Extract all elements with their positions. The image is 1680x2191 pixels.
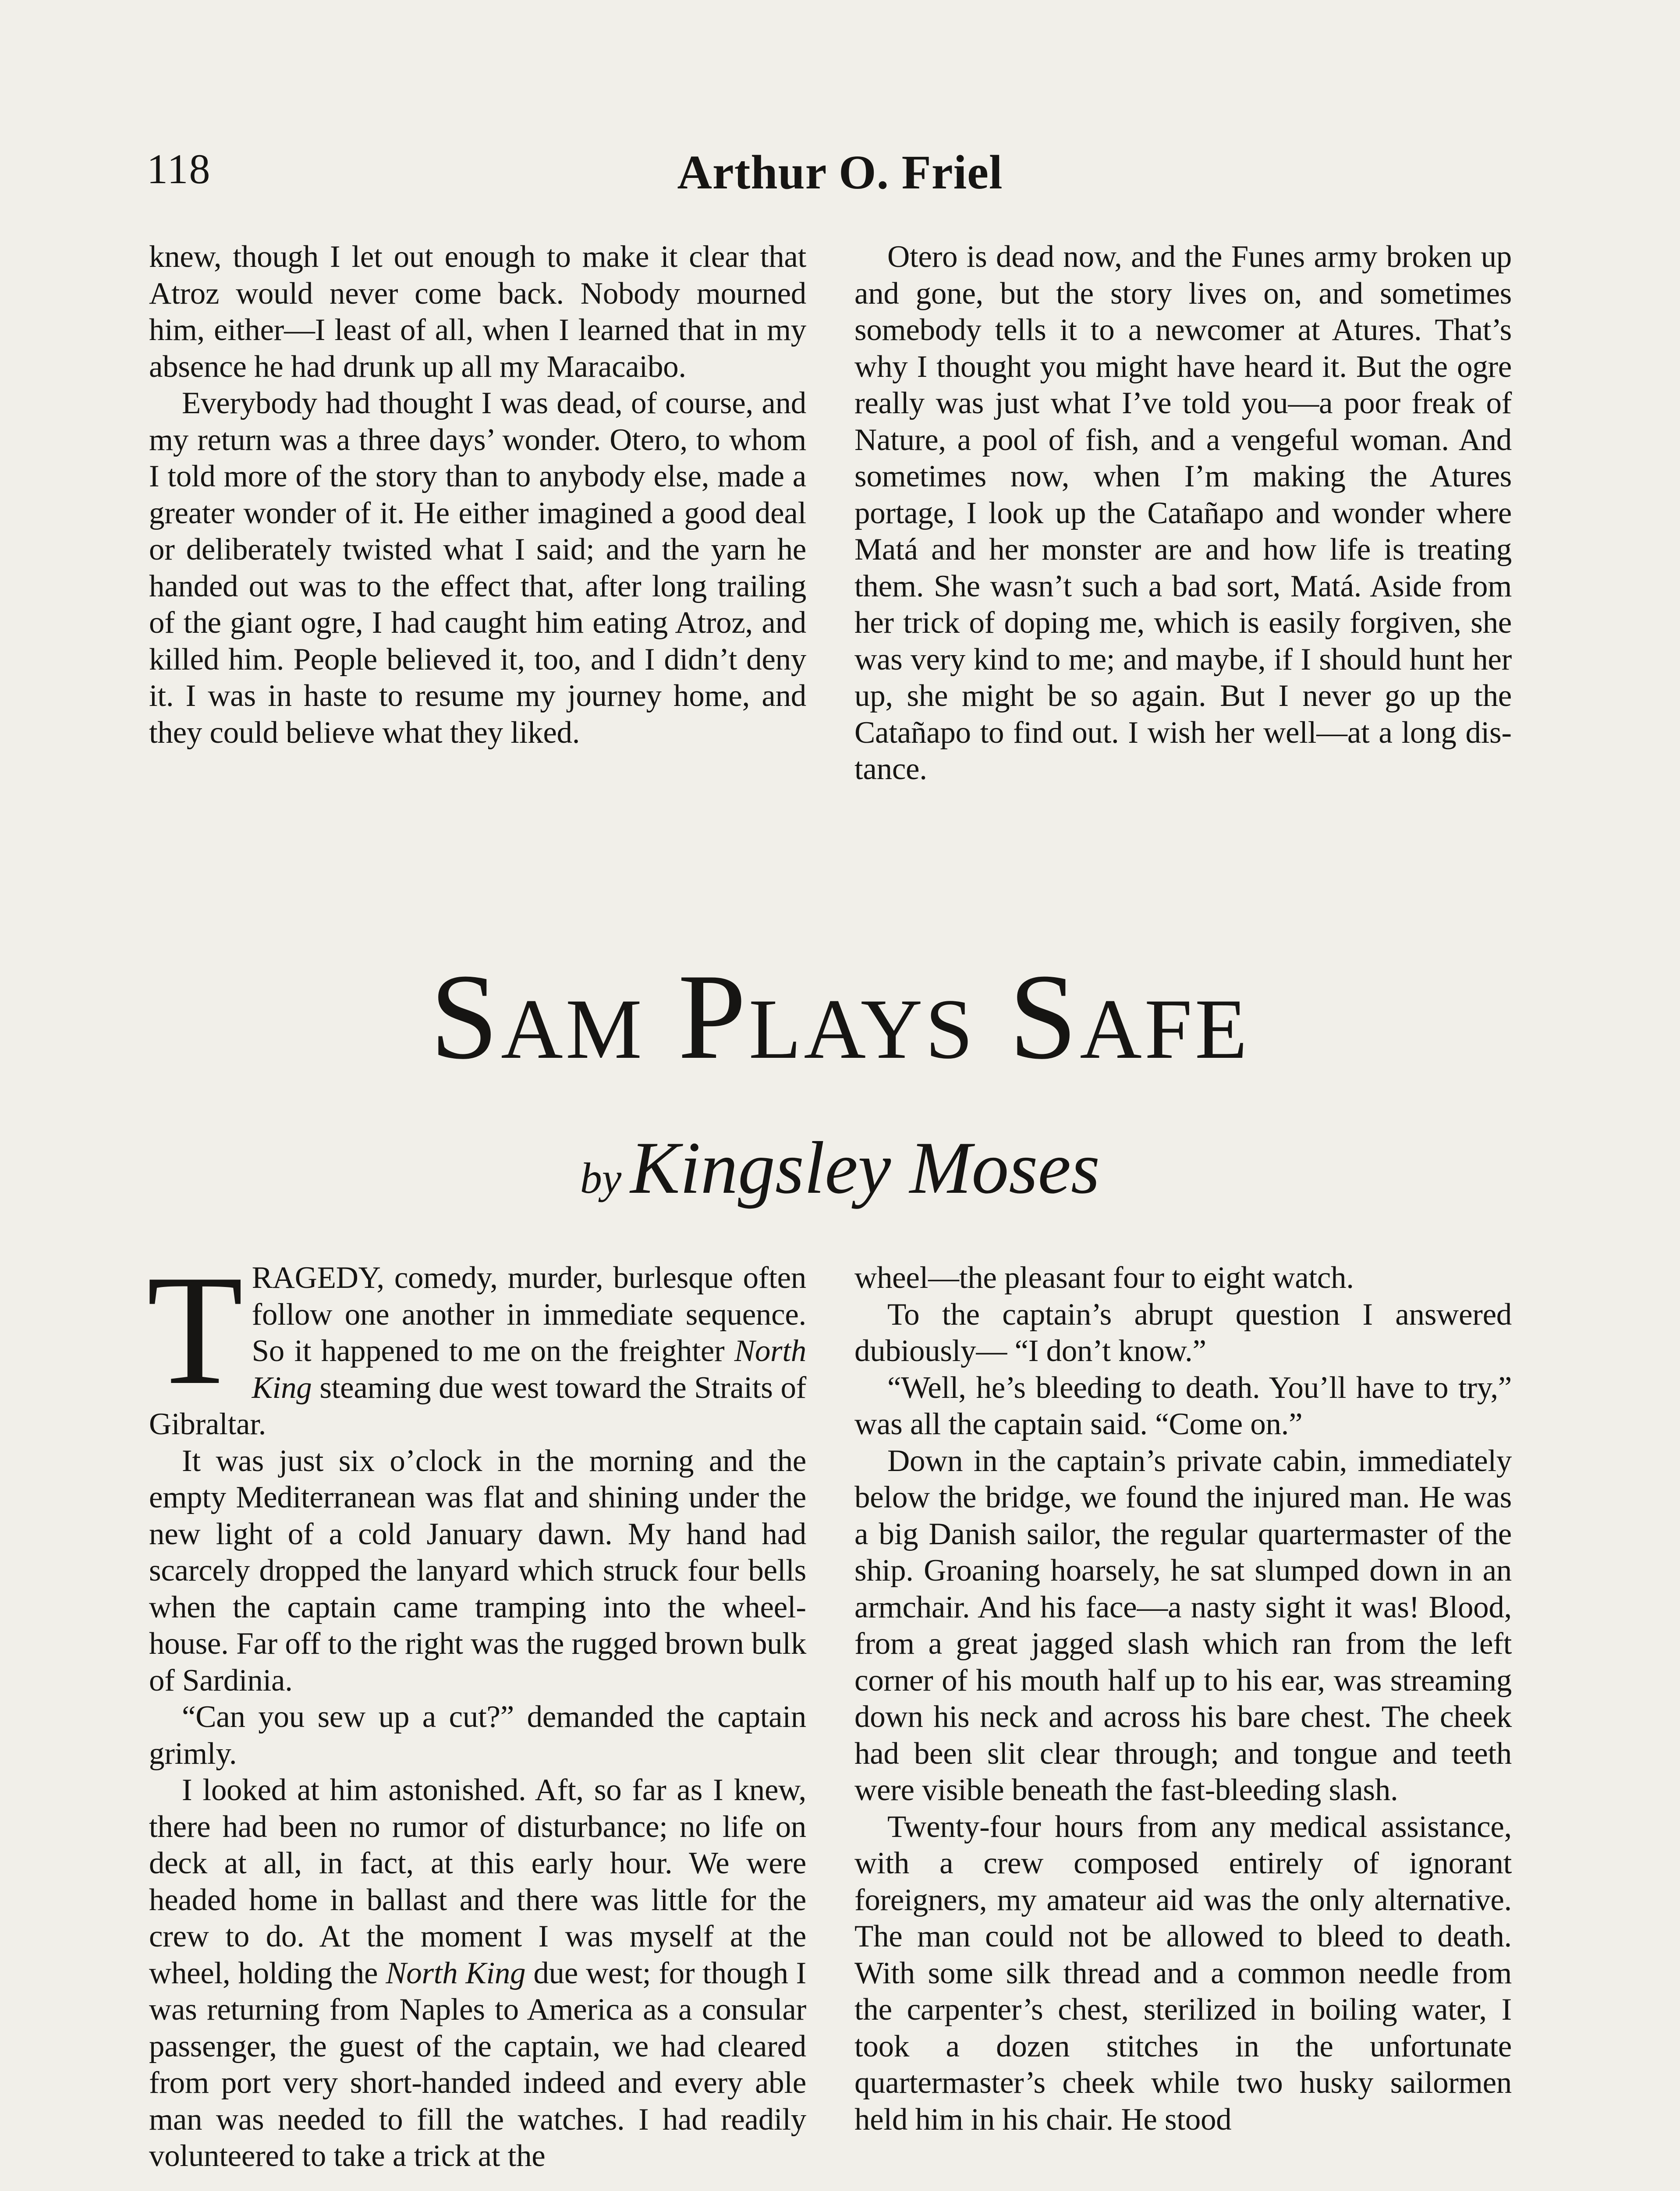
paragraph: “Well, he’s bleeding to death. You’ll have to try,” was all the captain said. “Come on.” bbox=[854, 1370, 1512, 1441]
story-columns bbox=[147, 1242, 1512, 2175]
previous-story-right-column bbox=[854, 239, 1512, 788]
previous-story-columns bbox=[149, 239, 1512, 788]
paragraph: Down in the captain’s private cabin, immediately below the bridge, we found the injured man. He was a big Danish sailor, the regular quartermaster of the ship. Groaning hoarsely, he sat slumped down in an armchair. And his face—a nasty sight it was! Blood, from a great jagged slash which ran from the left corner of his mouth half up to his ear, was streaming down his neck and across his bare chest. The cheek had been slit clear through; and tongue and teeth were visible beneath the fast-bleeding slash. bbox=[854, 1443, 1512, 1807]
author-name: Kingsley Moses bbox=[630, 1127, 1100, 1209]
text-run: due west; for though I was returning from Naples to America as a consular passenger, the guest of the captain, we had cleared from port very short-handed indeed and every able man was needed to fill the watches. I had readily volunteered to take a trick at the bbox=[149, 1956, 806, 2173]
running-head: Arthur O. Friel bbox=[677, 145, 1003, 199]
paragraph: “Can you sew up a cut?” demanded the captain grimly. bbox=[149, 1700, 806, 1771]
ship-name: North King bbox=[252, 1334, 806, 1405]
story-left-column bbox=[147, 1242, 806, 2175]
story-title: Sam Plays Safe bbox=[430, 948, 1250, 1085]
paragraph: wheel—the pleasant four to eight watch. bbox=[854, 1261, 1354, 1295]
paragraph: Otero is dead now, and the Funes army broken up and gone, but the story lives on, and sometimes somebody tells it to a newcomer at Atures. That’s why I thought you might have heard it. But the ogre really was just what I’ve told you—a poor freak of Nature, a pool of fish, and a vengeful woman. And sometimes now, when I’m making the Atures portage, I look up the Catañapo and wonder where Matá and her monster are and how life is treating them. She wasn’t such a bad sort, Matá. Aside from her trick of doping me, which is easily forgiven, she was very kind to me; and maybe, if I should hunt her up, she might be so again. But I never go up the Catañapo to find out. I wish her well—at a long distance. bbox=[854, 240, 1512, 786]
paragraph: Twenty-four hours from any medical assistance, with a crew composed entirely of ignorant foreigners, my amateur aid was the only alternative. The man could not be allowed to bleed to death. With some silk thread and a common needle from the carpenter’s chest, sterilized in boiling water, I took a dozen stitches in the unfortunate quartermaster’s cheek while two husky sailormen held him in his chair. He stood bbox=[854, 1809, 1512, 2137]
paragraph: knew, though I let out enough to make it clear that Atroz would never come back. Nobody mourned him, either—I least of all, when I learned that in my absence he had drunk up all my Maracaibo. bbox=[149, 240, 806, 384]
paragraph bbox=[149, 1772, 806, 2175]
drop-cap: T bbox=[147, 1242, 243, 1417]
previous-story-left-column bbox=[149, 239, 806, 788]
text-run: RAGEDY, comedy, murder, burlesque often follow one another in immediate sequence. So it happened to me on the freighter bbox=[252, 1261, 806, 1368]
byline-by: by bbox=[580, 1154, 622, 1202]
ship-name: North King bbox=[386, 1956, 526, 1990]
paragraph: To the captain’s abrupt question I answered dubiously— “I don’t know.” bbox=[854, 1297, 1512, 1368]
paragraph bbox=[147, 1242, 806, 1443]
paragraph: It was just six o’clock in the morning and the empty Mediterranean was flat and shining under the new light of a cold January dawn. My hand had scarcely dropped the lanyard which struck four bells when the captain came tramping into the wheelhouse. Far off to the right was the rugged brown bulk of Sardinia. bbox=[149, 1443, 806, 1698]
text-run: I looked at him astonished. Aft, so far as I knew, there had been no rumor of disturbance; no life on deck at all, in fact, at this early hour. We were headed home in ballast and there was little for the crew to do. At the moment I was myself at the wheel, holding the bbox=[149, 1773, 806, 1990]
page-number: 118 bbox=[147, 145, 211, 192]
text-run: steaming due west toward the Straits of Gibraltar. bbox=[149, 1370, 806, 1441]
byline bbox=[0, 1127, 1680, 1209]
paragraph: Everybody had thought I was dead, of course, and my return was a three days’ wonder. Otero, to whom I told more of the story than to anybody else, made a greater wonder of it. He either imagined a good deal or deliberately twisted what I said; and the yarn he handed out was to the effect that, after long trailing of the giant ogre, I had caught him eating Atroz, and killed him. People believed it, too, and I didn’t deny it. I was in haste to resume my journey home, and they could believe what they liked. bbox=[149, 386, 806, 750]
story-right-column bbox=[854, 1260, 1512, 2175]
